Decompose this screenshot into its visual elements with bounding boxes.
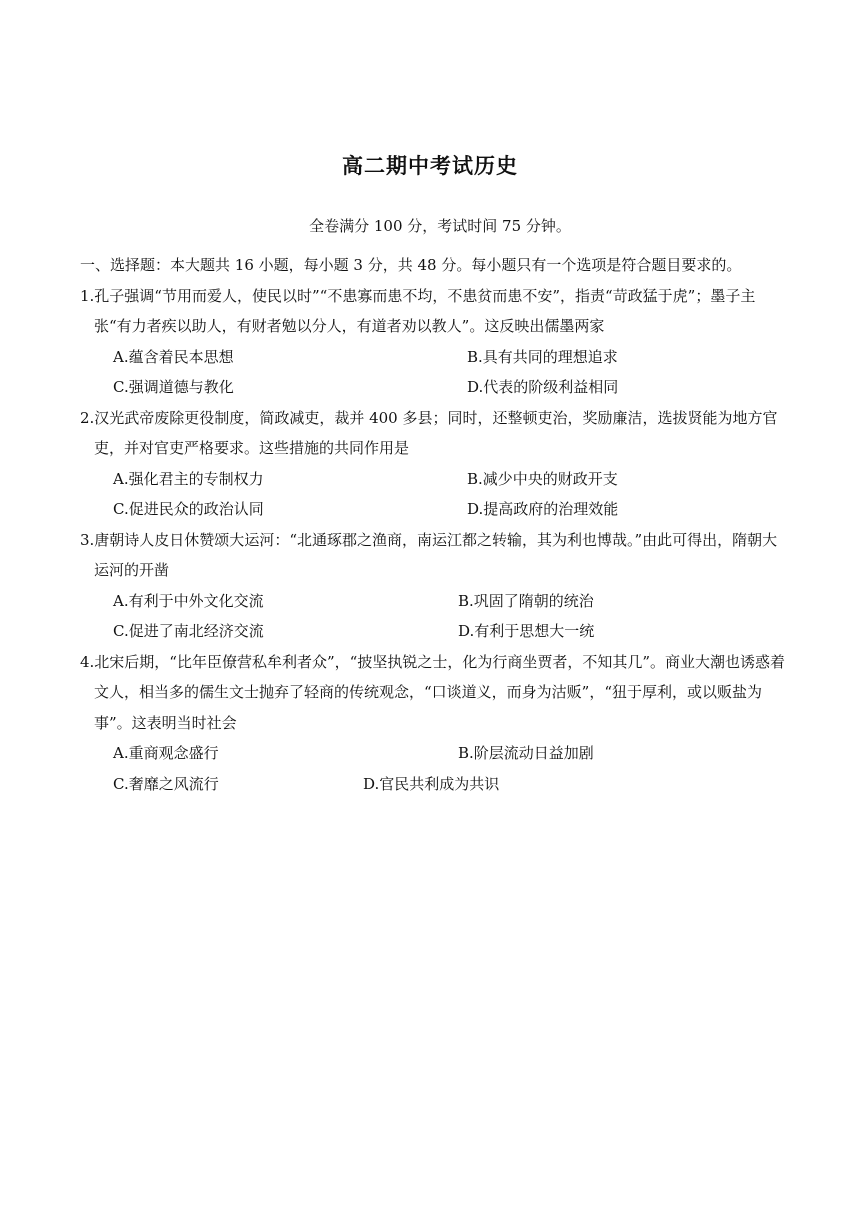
options-row bbox=[80, 464, 785, 495]
option-c: C.促进民众的政治认同 bbox=[113, 500, 264, 518]
option-d: D.代表的阶级利益相同 bbox=[467, 378, 619, 396]
options-row bbox=[80, 342, 785, 373]
options-row bbox=[80, 586, 785, 617]
question-1 bbox=[80, 281, 785, 403]
option-a: A.强化君主的专制权力 bbox=[113, 469, 264, 488]
option-b: B.阶层流动日益加剧 bbox=[458, 744, 594, 762]
option-d: D.有利于思想大一统 bbox=[458, 622, 595, 640]
option-a: A.蕴含着民本思想 bbox=[113, 347, 234, 366]
section-heading: 一、选择题：本大题共 16 小题，每小题 3 分，共 48 分。每小题只有一个选项是符合题目要求的。 bbox=[80, 256, 742, 274]
option-c: C.促进了南北经济交流 bbox=[113, 622, 264, 640]
question-4 bbox=[80, 647, 785, 800]
options-row bbox=[80, 616, 785, 647]
question-2 bbox=[80, 403, 785, 525]
option-b: B.巩固了隋朝的统治 bbox=[458, 591, 594, 610]
option-a: A.重商观念盛行 bbox=[113, 744, 219, 762]
question-stem: 4.北宋后期，“比年臣僚营私牟利者众”，“披坚执锐之士，化为行商坐贾者，不知其几”。商业大潮也诱惑着文人，相当多的儒生文士抛弃了轻商的传统观念，“口谈道义，而身为沽贩”，“狃于厚利，或以贩盐为事”。这表明当时社会 bbox=[80, 652, 785, 732]
exam-content bbox=[80, 250, 785, 799]
option-c: C.奢靡之风流行 bbox=[113, 774, 219, 793]
option-d: D.提高政府的治理效能 bbox=[467, 500, 619, 518]
option-b: B.具有共同的理想追求 bbox=[467, 347, 618, 366]
question-stem: 2.汉光武帝废除更役制度，简政减吏，裁并 400 多县；同时，还整顿吏治，奖励廉洁，选拔贤能为地方官吏，并对官吏严格要求。这些措施的共同作用是 bbox=[80, 408, 778, 457]
options-row bbox=[80, 769, 785, 800]
option-d: D.官民共利成为共识 bbox=[363, 774, 500, 793]
option-c: C.强调道德与教化 bbox=[113, 378, 234, 396]
question-stem: 1.孔子强调“节用而爱人，使民以时”“不患寡而患不均，不患贫而患不安”，指责“苛政猛于虎”；墨子主张“有力者疾以助人，有财者勉以分人，有道者劝以教人”。这反映出儒墨两家 bbox=[80, 286, 756, 335]
option-b: B.减少中央的财政开支 bbox=[467, 469, 618, 488]
options-row bbox=[80, 372, 785, 403]
options-row bbox=[80, 494, 785, 525]
options-row bbox=[80, 738, 785, 769]
question-3 bbox=[80, 525, 785, 647]
exam-instructions: 全卷满分 100 分，考试时间 75 分钟。 bbox=[309, 217, 571, 235]
exam-title: 高二期中考试历史 bbox=[342, 153, 518, 178]
option-a: A.有利于中外文化交流 bbox=[113, 591, 264, 610]
question-stem: 3.唐朝诗人皮日休赞颂大运河：“北通琢郡之渔商，南运江都之转输，其为利也博哉。”由此可得出，隋朝大运河的开凿 bbox=[80, 530, 778, 579]
